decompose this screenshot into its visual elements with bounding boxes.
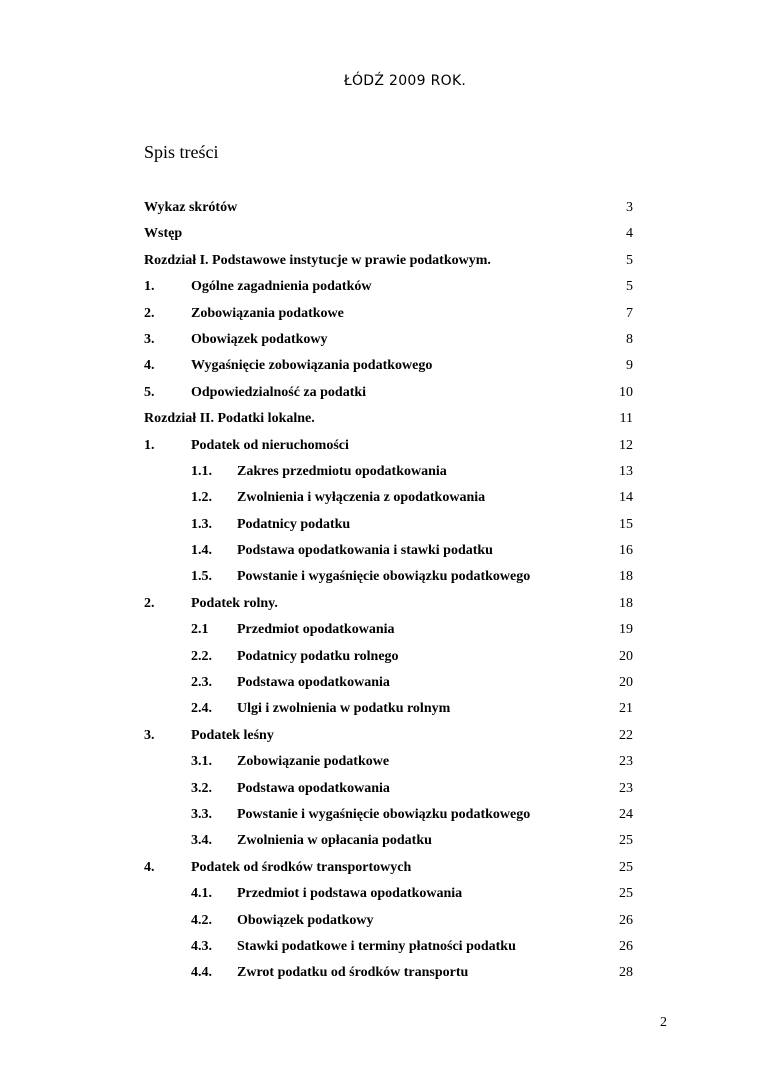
toc-entry[interactable] [144, 726, 633, 752]
toc-entry-label: Zakres przedmiotu opodatkowania [237, 463, 447, 479]
toc-entry-page: 15 [619, 516, 633, 532]
toc-entry-page: 4 [626, 226, 633, 242]
toc-entry[interactable] [144, 515, 633, 541]
toc-entry-number: 4.1. [191, 886, 212, 902]
toc-entry[interactable] [144, 594, 633, 620]
toc-entry-page: 21 [619, 701, 633, 717]
toc-entry-number: 4.3. [191, 938, 212, 954]
toc-entry[interactable] [144, 277, 633, 303]
toc-entry-page: 5 [626, 252, 633, 268]
toc-entry-page: 23 [619, 780, 633, 796]
toc-entry-page: 19 [619, 622, 633, 638]
toc-entry-page: 25 [619, 859, 633, 875]
toc-entry[interactable] [144, 911, 633, 937]
toc-entry-label: Obowiązek podatkowy [191, 331, 328, 347]
toc-entry-number: 3. [144, 331, 155, 347]
toc-entry[interactable] [144, 541, 633, 567]
toc-entry-label: Odpowiedzialność za podatki [191, 384, 367, 400]
toc-entry-number: 4.2. [191, 912, 212, 928]
toc-entry-label: Podatnicy podatku rolnego [237, 648, 399, 664]
toc-entry-label: Wstęp [144, 226, 183, 242]
toc-entry-label: Wygaśnięcie zobowiązania podatkowego [191, 358, 433, 374]
toc-entry-label: Przedmiot i podstawa opodatkowania [237, 886, 463, 902]
toc-entry-page: 24 [619, 806, 633, 822]
toc-entry-label: Rozdział II. Podatki lokalne. [144, 411, 315, 427]
toc-entry[interactable] [144, 779, 633, 805]
toc-entry[interactable] [144, 858, 633, 884]
toc-entry-label: Zobowiązania podatkowe [191, 305, 344, 321]
toc-entry-label: Podatek od nieruchomości [191, 437, 349, 453]
toc-entry[interactable] [144, 356, 633, 382]
toc-entry-number: 3.3. [191, 806, 212, 822]
toc-entry-number: 3.2. [191, 780, 212, 796]
toc-entry[interactable] [144, 488, 633, 514]
toc-entry-number: 4. [144, 859, 155, 875]
toc-entry-label: Ulgi i zwolnienia w podatku rolnym [237, 701, 451, 717]
toc-entry-page: 18 [619, 569, 633, 585]
toc-entry[interactable] [144, 251, 633, 277]
toc-entry-number: 1.2. [191, 490, 212, 506]
toc-entry-page: 11 [619, 411, 633, 427]
page-number: 2 [660, 1015, 667, 1030]
toc-entry-page: 22 [619, 727, 633, 743]
toc-entry[interactable] [144, 620, 633, 646]
toc-entry-label: Rozdział I. Podstawowe instytucje w prawie podatkowym. [144, 252, 491, 268]
toc-entry-number: 1.4. [191, 543, 212, 559]
toc-entry-number: 1.5. [191, 569, 212, 585]
toc-entry-label: Zwrot podatku od środków transportu [237, 965, 469, 981]
toc-entry-label: Zobowiązanie podatkowe [237, 754, 390, 770]
toc-entry-number: 3. [144, 727, 155, 743]
toc-entry[interactable] [144, 752, 633, 778]
toc-entry-number: 1. [144, 437, 155, 453]
toc-entry-number: 2.2. [191, 648, 212, 664]
toc-entry[interactable] [144, 304, 633, 330]
toc-entry-page: 13 [619, 463, 633, 479]
toc-entry-number: 3.1. [191, 754, 212, 770]
toc-entry-label: Zwolnienia i wyłączenia z opodatkowania [237, 490, 486, 506]
toc-entry[interactable] [144, 805, 633, 831]
toc-entry-page: 26 [619, 938, 633, 954]
toc-entry-label: Podstawa opodatkowania [237, 675, 390, 691]
toc-entry-number: 2. [144, 595, 155, 611]
toc-entry-label: Podatek od środków transportowych [191, 859, 412, 875]
toc-entry-label: Przedmiot opodatkowania [237, 622, 395, 638]
toc-entry[interactable] [144, 436, 633, 462]
toc-entry-number: 2.1 [191, 622, 209, 638]
toc-entry-label: Wykaz skrótów [144, 200, 238, 215]
toc-entry-label: Powstanie i wygaśnięcie obowiązku podatkowego [237, 806, 531, 822]
toc-entry-page: 8 [626, 331, 633, 347]
toc-entry-number: 2.3. [191, 675, 212, 691]
toc-entry-number: 2.4. [191, 701, 212, 717]
toc-entry-label: Powstanie i wygaśnięcie obowiązku podatkowego [237, 569, 531, 585]
toc-entry-number: 5. [144, 384, 155, 400]
toc-entry-page: 18 [619, 595, 633, 611]
toc-title: Spis treści [144, 142, 219, 162]
toc-entry-number: 1.1. [191, 463, 212, 479]
toc-entry-page: 26 [619, 912, 633, 928]
toc-entry-number: 1.3. [191, 516, 212, 532]
toc-entry-page: 14 [619, 490, 633, 506]
toc-entry-page: 23 [619, 754, 633, 770]
toc-entry-page: 12 [619, 437, 633, 453]
toc-entry-label: Ogólne zagadnienia podatków [191, 279, 372, 295]
toc-entry-number: 2. [144, 305, 155, 321]
table-of-contents [144, 198, 633, 990]
toc-entry-number: 4. [144, 358, 155, 374]
toc-entry-page: 20 [619, 648, 633, 664]
toc-entry[interactable] [144, 699, 633, 725]
toc-entry-label: Obowiązek podatkowy [237, 912, 374, 928]
toc-entry-page: 3 [626, 200, 633, 215]
toc-entry-label: Podatek rolny. [191, 595, 278, 611]
toc-entry-page: 20 [619, 675, 633, 691]
toc-entry-page: 25 [619, 886, 633, 902]
toc-entry-page: 5 [626, 279, 633, 295]
toc-entry-label: Podstawa opodatkowania i stawki podatku [237, 543, 493, 559]
toc-entry[interactable] [144, 831, 633, 857]
toc-entry[interactable] [144, 963, 633, 989]
toc-entry-label: Podatek leśny [191, 727, 274, 743]
toc-entry-label: Zwolnienia w opłacania podatku [237, 833, 432, 849]
toc-entry[interactable] [144, 409, 633, 435]
toc-entry[interactable] [144, 647, 633, 673]
toc-entry[interactable] [144, 383, 633, 409]
toc-entry[interactable] [144, 937, 633, 963]
toc-entry[interactable] [144, 224, 633, 250]
toc-entry-number: 3.4. [191, 833, 212, 849]
toc-entry-page: 7 [626, 305, 633, 321]
header-city-year: ŁÓDŹ 2009 ROK. [343, 73, 467, 89]
toc-entry-label: Podatnicy podatku [237, 516, 351, 532]
toc-entry[interactable] [144, 673, 633, 699]
toc-entry-number: 4.4. [191, 965, 212, 981]
toc-entry-label: Podstawa opodatkowania [237, 780, 390, 796]
toc-entry-page: 9 [626, 358, 633, 374]
toc-entry-label: Stawki podatkowe i terminy płatności podatku [237, 938, 516, 954]
toc-entry-page: 16 [619, 543, 633, 559]
toc-entry-number: 1. [144, 279, 155, 295]
toc-entry[interactable] [144, 330, 633, 356]
toc-entry-page: 28 [619, 965, 633, 981]
toc-entry-page: 25 [619, 833, 633, 849]
toc-entry-page: 10 [619, 384, 633, 400]
toc-entry[interactable] [144, 884, 633, 910]
toc-entry[interactable] [144, 462, 633, 488]
toc-entry[interactable] [144, 198, 633, 224]
toc-entry[interactable] [144, 567, 633, 593]
